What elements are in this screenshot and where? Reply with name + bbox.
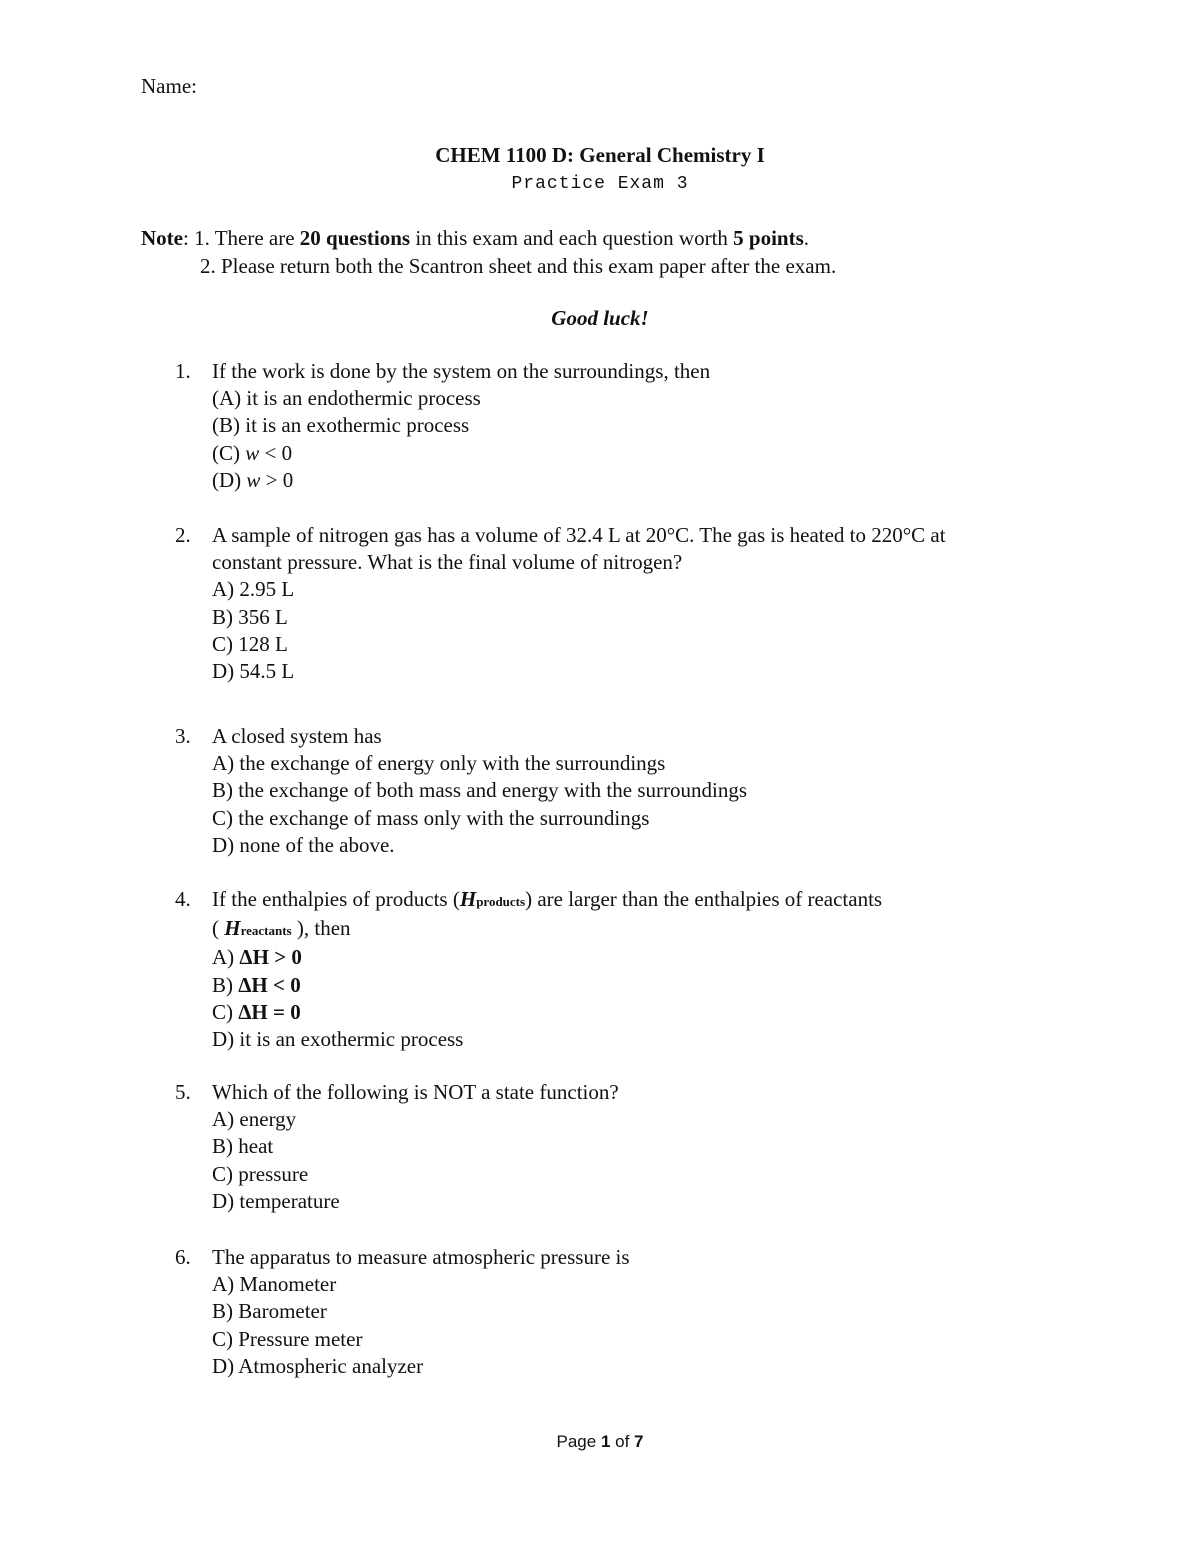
question-text-line-2: constant pressure. What is the final volume of nitrogen? <box>212 550 683 575</box>
option-d: D) 54.5 L <box>212 659 295 684</box>
option-b: B) heat <box>212 1134 274 1159</box>
option-a: A) Manometer <box>212 1272 337 1297</box>
reactants-subscript: reactants <box>240 923 292 939</box>
enthalpy-symbol: H <box>459 887 477 911</box>
exam-title: CHEM 1100 D: General Chemistry I <box>435 143 765 167</box>
option-c: C) Pressure meter <box>212 1326 363 1351</box>
option-b: B) Barometer <box>212 1299 327 1324</box>
option-a: A) 2.95 L <box>212 577 295 602</box>
option-a: A) the exchange of energy only with the surroundings <box>212 751 666 776</box>
question-number: 6. <box>175 1245 191 1269</box>
exam-subtitle: Practice Exam 3 <box>511 174 689 194</box>
enthalpy-symbol: H <box>224 916 241 941</box>
option-d: D) it is an exothermic process <box>212 1027 464 1052</box>
question-text: A closed system has <box>212 724 382 748</box>
note-line-1: Note: 1. There are 20 questions in this exam and each question worth 5 points. <box>141 226 810 250</box>
option-c: (C) w < 0 <box>212 440 293 465</box>
question-text: If the work is done by the system on the surroundings, then <box>212 359 711 383</box>
name-label: Name: <box>141 74 197 98</box>
option-b: B) 356 L <box>212 604 288 629</box>
note-line-2: 2. Please return both the Scantron sheet and this exam paper after the exam. <box>200 254 837 278</box>
note-1-middle: in this exam and each question worth <box>410 226 734 250</box>
option-c: C) ΔH = 0 <box>212 999 301 1024</box>
note-1-suffix: . <box>803 226 810 250</box>
page-number: Page 1 of 7 <box>556 1432 644 1451</box>
option-a: (A) it is an endothermic process <box>212 386 481 411</box>
page-current: 1 <box>600 1432 611 1451</box>
question-number: 1. <box>175 359 191 383</box>
note-1-prefix: 1. There are <box>194 226 300 250</box>
option-d: (D) w > 0 <box>212 467 294 492</box>
note-1-question-count: 20 questions <box>299 226 411 250</box>
option-b: B) the exchange of both mass and energy with the surroundings <box>212 778 747 803</box>
note-1-points: 5 points <box>733 226 804 250</box>
question-text-line-1: A sample of nitrogen gas has a volume of 32.4 L at 20°C. The gas is heated to 220°C at <box>212 523 946 547</box>
question-text-line-1: If the enthalpies of products (Hproducts) are larger than the enthalpies of reactants <box>212 887 883 911</box>
question-number: 4. <box>175 887 191 911</box>
option-c: C) 128 L <box>212 631 288 656</box>
question-text: Which of the following is NOT a state function? <box>212 1080 619 1104</box>
option-b: B) ΔH < 0 <box>212 972 301 997</box>
note-label: Note <box>141 226 183 250</box>
page-total: 7 <box>634 1432 644 1451</box>
option-b: (B) it is an exothermic process <box>212 413 470 438</box>
option-a: A) energy <box>212 1107 297 1132</box>
option-c: C) the exchange of mass only with the surroundings <box>212 805 650 830</box>
option-d: D) none of the above. <box>212 832 395 857</box>
option-d: D) temperature <box>212 1188 340 1213</box>
question-text: The apparatus to measure atmospheric pressure is <box>212 1245 630 1269</box>
option-a: A) ΔH > 0 <box>212 945 302 970</box>
question-number: 2. <box>175 523 191 547</box>
question-number: 5. <box>175 1080 191 1104</box>
question-number: 3. <box>175 724 191 748</box>
question-text-line-2: ( Hreactants ), then <box>212 916 351 941</box>
good-luck-text: Good luck! <box>551 306 649 330</box>
products-subscript: products <box>476 894 526 909</box>
option-d: D) Atmospheric analyzer <box>212 1353 424 1378</box>
option-c: C) pressure <box>212 1161 309 1186</box>
